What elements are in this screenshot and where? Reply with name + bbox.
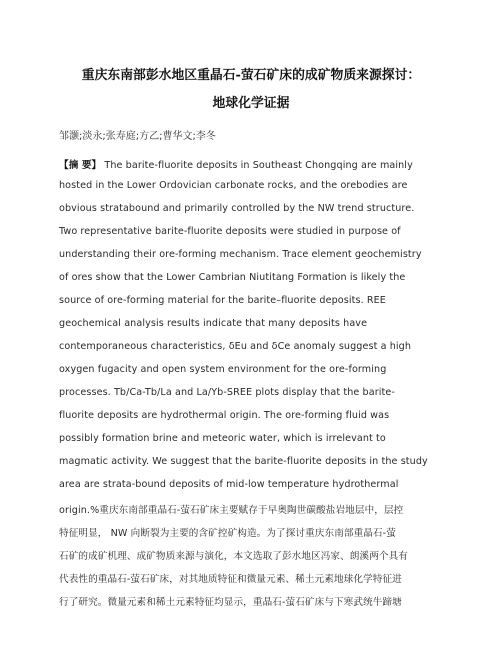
abstract-line: of ores show that the Lower Cambrian Niutitang Formation is likely the [59, 272, 406, 283]
title-line-1: 重庆东南部彭水地区重晶石-萤石矿床的成矿物质来源探讨： [81, 68, 421, 83]
abstract-text: The barite-fluorite deposits in Southeast Chongqing are mainly [104, 160, 413, 171]
abstract-line: area are strata-bound deposits of mid-low temperature hydrothermal [59, 479, 399, 490]
abstract-line: source of ore-forming material for the barite–fluorite deposits. REE [59, 295, 386, 306]
abstract-line: contemporaneous characteristics, δEu and δCe anomaly suggest a high [59, 341, 412, 352]
abstract-line: processes. Tb/Ca-Tb/La and La/Yb-SREE plots display that the barite- [59, 387, 395, 398]
abstract-line: understanding their ore-forming mechanism. Trace element geochemistry [59, 249, 422, 260]
abstract-line: oxygen fugacity and open system environment for the ore-forming [59, 364, 387, 375]
abstract-line: 特征明显， NW 向断裂为主要的含矿控矿构造。为了探讨重庆东南部重晶石-萤 [59, 528, 396, 539]
abstract-line: geochemical analysis results indicate that many deposits have [59, 318, 368, 329]
abstract-line: origin.%重庆东南部重晶石-萤石矿床主要赋存于早奥陶世碳酸盐岩地层中，层控 [59, 505, 404, 516]
abstract-line: magmatic activity. We suggest that the barite-fluorite deposits in the study [59, 456, 428, 467]
abstract-line: 石矿的成矿机理、成矿物质来源与演化，本文选取了彭水地区冯家、朗溪两个具有 [59, 551, 408, 562]
abstract-line: 行了研究。微量元素和稀土元素特征均显示，重晶石-萤石矿床与下寒武统牛蹄塘 [59, 597, 402, 608]
abstract-line: possibly formation brine and meteoric water, which is irrelevant to [59, 433, 386, 444]
abstract-line [59, 157, 413, 171]
abstract-line: 代表性的重晶石-萤石矿床，对其地质特征和微量元素、稀土元素地球化学特征进 [59, 574, 402, 585]
abstract-line: hosted in the Lower Ordovician carbonate rocks, and the orebodies are [59, 180, 408, 191]
abstract-label: 【摘 要】 [59, 160, 102, 171]
abstract-line: obvious stratabound and primarily controlled by the NW trend structure. [59, 203, 415, 214]
abstract-line: Two representative barite-fluorite deposits were studied in purpose of [59, 226, 401, 237]
abstract-line: fluorite deposits are hydrothermal origin. The ore-forming fluid was [59, 410, 390, 421]
title-line-2: 地球化学证据 [212, 96, 290, 111]
authors: 邹灏;淡永;张寿庭;方乙;曹华文;李冬 [59, 131, 216, 142]
